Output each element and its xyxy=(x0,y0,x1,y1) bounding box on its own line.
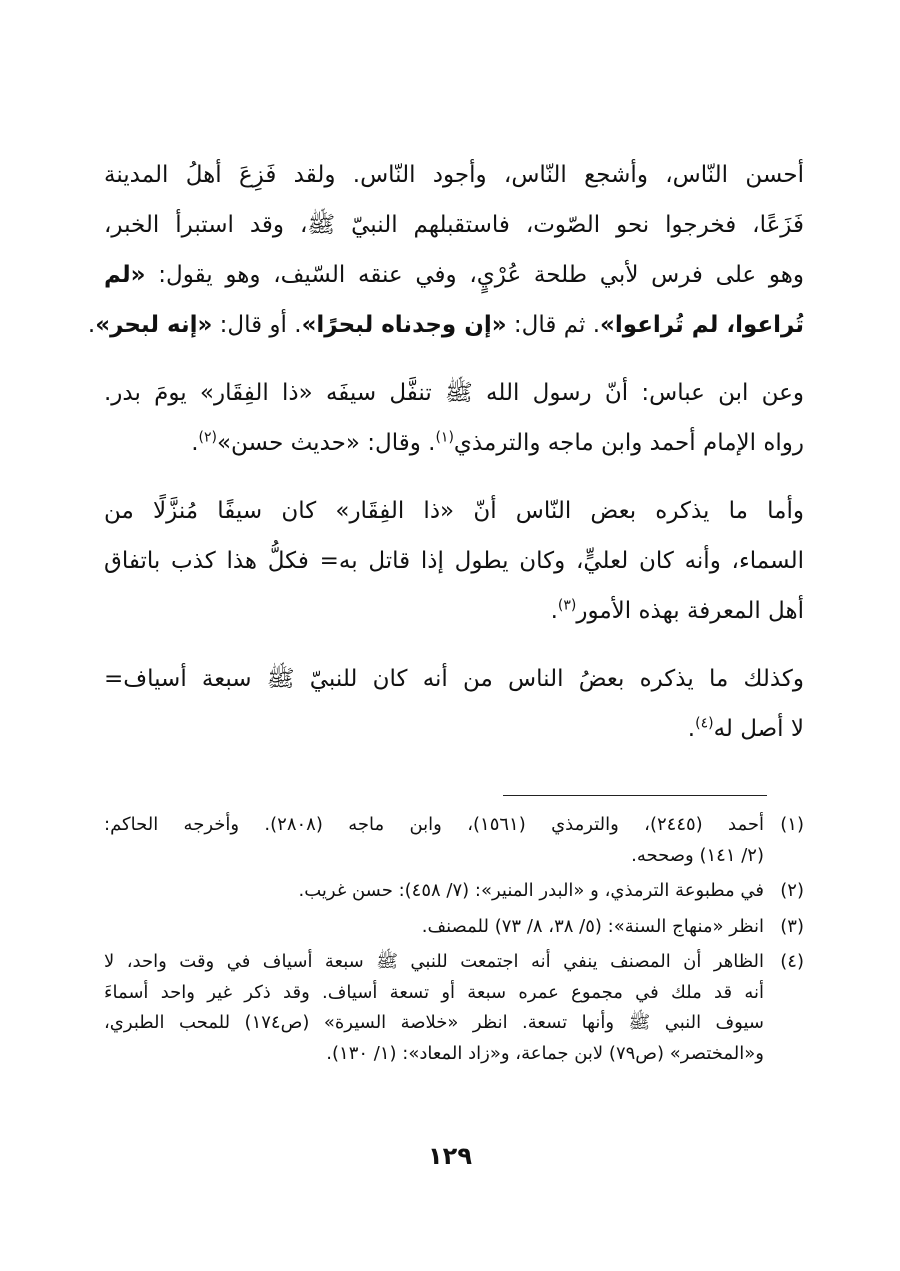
footnote-line: أنه قد ملك في مجموع عمره سبعة أو تسعة أسياف. وقد ذكر غير واحد أسماءَ xyxy=(104,981,764,1003)
text-line: وأما ما يذكره بعض النّاس أنّ «ذا الفِقَار» كان سيفًا مُنزَّلًا من xyxy=(104,498,804,524)
text-run: . xyxy=(687,716,696,742)
text-line: أحسن النّاس، وأشجع النّاس، وأجود النّاس. ولقد فَزِعَ أهلُ المدينة xyxy=(104,162,804,188)
text-line: فَزَعًا، فخرجوا نحو الصّوت، فاستقبلهم النبيّ ﷺ، وقد استبرأ الخبر، xyxy=(104,212,804,238)
text-run: . xyxy=(550,598,558,624)
footnote-text xyxy=(104,947,764,1069)
footnote-text xyxy=(104,912,764,943)
text-line: وعن ابن عباس: أنّ رسول الله ﷺ تنفَّل سيفَه «ذا الفِقَار» يومَ بدر. xyxy=(104,380,804,406)
text-line xyxy=(104,250,804,300)
footnotes xyxy=(104,810,804,1074)
paragraph-1 xyxy=(87,150,804,350)
footnote-line: سيوف النبي ﷺ وأنها تسعة. انظر «خلاصة السيرة» (ص١٧٤) للمحب الطبري، xyxy=(104,1012,764,1033)
text-line xyxy=(104,418,804,468)
paragraph-3 xyxy=(104,486,804,636)
footnote-2 xyxy=(104,876,804,907)
text-line: وكذلك ما يذكره بعضُ الناس من أنه كان للنبيّ ﷺ سبعة أسياف= xyxy=(104,666,804,692)
footnote-separator xyxy=(503,795,767,796)
text-line xyxy=(87,300,804,350)
footnote-4 xyxy=(104,947,804,1069)
page-number: ١٢٩ xyxy=(428,1142,472,1170)
hadith-quote: «لم xyxy=(104,262,146,288)
footnote-line: و«المختصر» (ص٧٩) لابن جماعة، و«زاد المعاد»: (١/ ١٣٠). xyxy=(326,1042,764,1064)
paragraph-4 xyxy=(104,654,804,754)
hadith-quote: تُراعوا، لم تُراعوا» xyxy=(600,312,804,338)
main-text xyxy=(87,150,804,772)
footnote-text xyxy=(104,810,764,871)
text-run: . أو قال: xyxy=(212,312,302,338)
footnote-3 xyxy=(104,912,804,943)
text-line xyxy=(104,586,804,636)
text-run: أهل المعرفة بهذه الأمور xyxy=(576,598,804,624)
footnote-1 xyxy=(104,810,804,871)
footnote-number: (٣) xyxy=(780,915,804,937)
text-run: . ثم قال: xyxy=(506,312,601,338)
text-run: وهو على فرس لأبي طلحة عُرْيٍ، وفي عنقه السّيف، وهو يقول: xyxy=(145,262,804,288)
footnote-number: (٢) xyxy=(780,880,804,901)
footnote-line: (٢/ ١٤١) وصححه. xyxy=(631,844,764,866)
text-line xyxy=(104,704,804,754)
footnote-ref[interactable]: (١) xyxy=(435,429,454,446)
text-run: . xyxy=(191,430,199,456)
text-run: لا أصل له xyxy=(713,716,804,742)
hadith-quote: «إنه لبحر» xyxy=(95,312,213,338)
footnote-number: (٤) xyxy=(780,951,804,972)
footnote-ref[interactable]: (٤) xyxy=(695,715,714,732)
text-line: السماء، وأنه كان لعليٍّ، وكان يطول إذا قاتل به= فكلُّ هذا كذب باتفاق xyxy=(104,548,804,574)
footnote-line: أحمد (٢٤٤٥)، والترمذي (١٥٦١)، وابن ماجه (٢٨٠٨). وأخرجه الحاكم: xyxy=(104,814,765,835)
hadith-quote: «إن وجدناه لبحرًا» xyxy=(301,312,507,338)
text-run: رواه الإمام أحمد وابن ماجه والترمذي xyxy=(453,430,804,456)
footnote-line: في مطبوعة الترمذي، و «البدر المنير»: (٧/ ٤٥٨): حسن غريب. xyxy=(298,880,764,901)
footnote-line: الظاهر أن المصنف ينفي أنه اجتمعت للنبي ﷺ سبعة أسياف في وقت واحد، لا xyxy=(104,951,764,972)
footnote-ref[interactable]: (٢) xyxy=(198,429,217,446)
footnote-text xyxy=(104,876,764,907)
footnote-number: (١) xyxy=(780,814,804,835)
footnote-ref[interactable]: (٣) xyxy=(557,597,577,614)
paragraph-2 xyxy=(104,368,804,468)
footnote-line: انظر «منهاج السنة»: (٥/ ٣٨، ٨/ ٧٣) للمصنف. xyxy=(421,915,764,937)
text-run: . وقال: «حديث حسن» xyxy=(216,430,436,456)
text-run: . xyxy=(87,312,96,338)
